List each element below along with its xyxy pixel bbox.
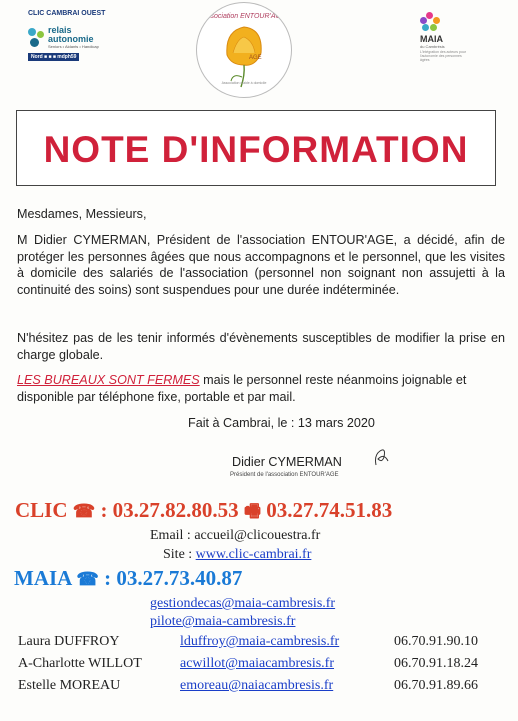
paragraph-decision: M Didier CYMERMAN, Président de l'association ENTOUR'AGE, a décidé, afin de protéger les personnes âgées que nous accompagnons et le personnel, que les visites à domicile des salariés de l'association (personnel non soignant non assujetti à la continuité des soins) sont suspendues pour une durée indéterminée.: [17, 233, 505, 297]
contact-phone[interactable]: 06.70.91.18.24: [394, 656, 478, 671]
relais-mark-icon: [28, 28, 46, 48]
clic-email[interactable]: accueil@clicouestra.fr: [194, 528, 321, 543]
contact-email-link[interactable]: emoreau@naiacambresis.fr: [180, 678, 334, 693]
relais-subtitle: Seniors • Aidants • Handicap: [48, 44, 99, 49]
site-label: Site :: [163, 547, 196, 562]
entourage-logo: [196, 2, 292, 98]
relais-autonomie-logo: [28, 26, 108, 62]
entourage-footer: Association d'aide à domicile: [221, 81, 267, 85]
maia-logo-sub: du Cambrésis: [420, 44, 445, 49]
clic-label: CLIC: [15, 498, 68, 522]
paragraph-offices: [17, 372, 505, 405]
phone-icon: ☎: [76, 569, 99, 589]
contact-email-link[interactable]: acwillot@maiacambresis.fr: [180, 656, 334, 671]
clic-email-line: [150, 528, 320, 544]
greeting: Mesdames, Messieurs,: [17, 207, 147, 221]
signatory-title: Président de l'association ENTOUR'AGE: [230, 472, 339, 478]
maia-flower-icon: [420, 12, 440, 32]
entourage-name: Association ENTOUR'AGE: [202, 13, 286, 20]
relais-line2: autonomie: [48, 34, 94, 44]
clic-site-line: [163, 547, 311, 563]
clic-header-label: CLIC CAMBRAI OUEST: [28, 10, 106, 17]
clic-contact-line: [15, 498, 392, 529]
maia-logo: [420, 12, 470, 62]
clic-site-link[interactable]: www.clic-cambrai.fr: [195, 547, 312, 562]
svg-text:AGE: AGE: [249, 55, 262, 61]
clic-phone[interactable]: : 03.27.82.80.53: [100, 498, 239, 522]
signature-scribble-icon: [372, 445, 392, 469]
contact-name: Estelle MOREAU: [18, 678, 121, 693]
phone-icon: ☎: [72, 501, 96, 521]
contact-phone[interactable]: 06.70.91.90.10: [394, 634, 478, 649]
relais-line1: relais: [48, 25, 72, 35]
offices-rest-text: mais le personnel reste néanmoins joignable et disponible par téléphone fixe, portable et par mail.: [17, 373, 467, 404]
offices-closed-notice: LES BUREAUX SONT FERMES: [17, 373, 200, 387]
paragraph-inform: N'hésitez pas de les tenir informés d'évènements susceptibles de modifier la prise en charge globale.: [17, 331, 505, 362]
gestion-email-link[interactable]: gestiondecas@maia-cambresis.fr: [150, 596, 336, 611]
page-title: NOTE D'INFORMATION: [43, 129, 469, 170]
clic-fax[interactable]: 03.27.74.51.83: [266, 498, 393, 522]
relais-partner-bar: Nord ■ ■ ■ mdph59: [28, 53, 79, 61]
pilote-email-line: [150, 614, 295, 630]
maia-logo-tagline: L'intégration des acteurs pour l'autonomie des personnes âgées: [420, 50, 467, 62]
fax-icon: 🖷: [243, 501, 261, 521]
pilote-email-link[interactable]: pilote@maia-cambresis.fr: [150, 614, 296, 629]
maia-label: MAIA: [14, 566, 72, 590]
maia-phone[interactable]: : 03.27.73.40.87: [104, 566, 243, 590]
maia-contact-line: [14, 566, 242, 591]
place-date: Fait à Cambrai, le : 13 mars 2020: [188, 416, 375, 430]
contact-name: Laura DUFFROY: [18, 634, 120, 649]
title-box: [16, 110, 496, 186]
signatory-name: Didier CYMERMAN: [232, 455, 342, 469]
email-label: Email :: [150, 528, 195, 543]
contact-name: A-Charlotte WILLOT: [18, 656, 142, 671]
contact-phone[interactable]: 06.70.91.89.66: [394, 678, 478, 693]
gestion-email-line: [150, 596, 335, 612]
contact-email-link[interactable]: lduffroy@maia-cambresis.fr: [180, 634, 340, 649]
maia-logo-name: MAIA: [420, 34, 443, 44]
